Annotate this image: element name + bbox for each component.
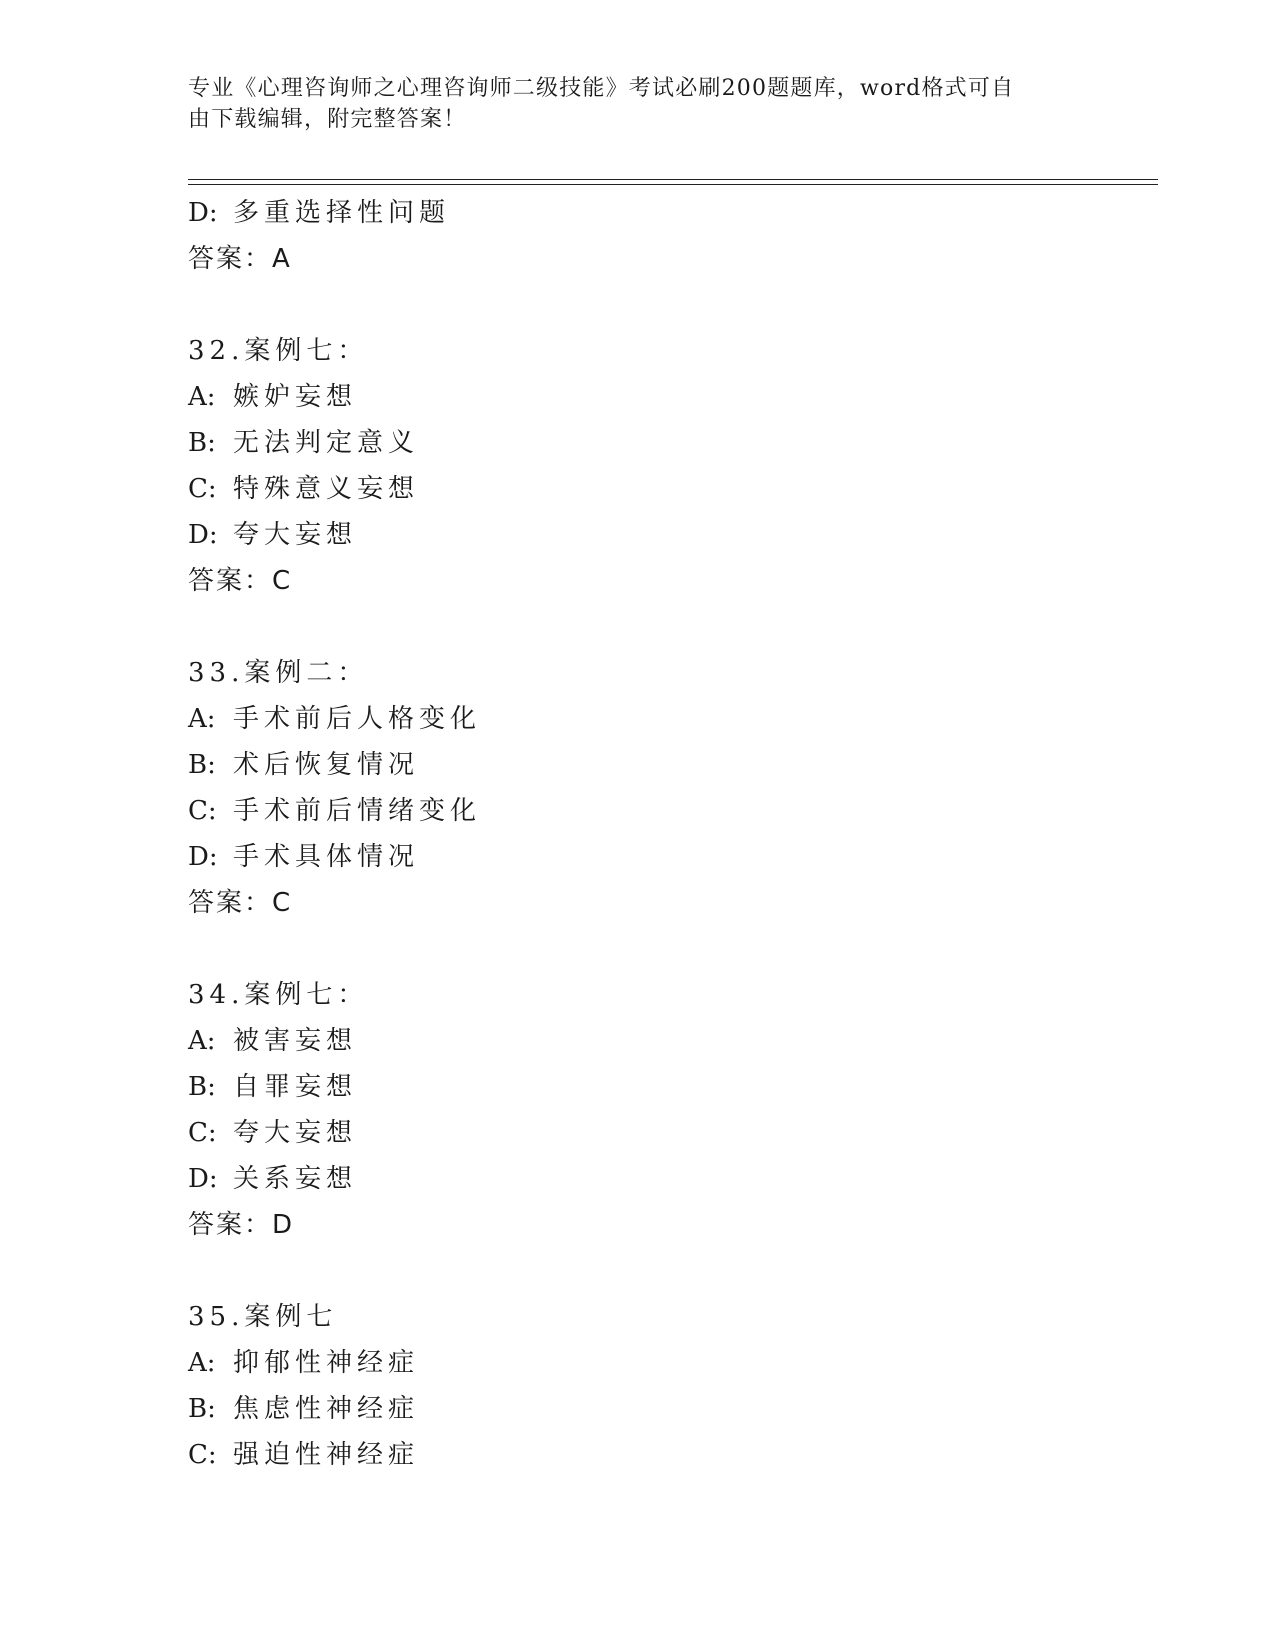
option-b	[188, 1386, 1148, 1432]
option-d	[188, 512, 1148, 558]
option-b	[188, 1064, 1148, 1110]
option-d	[188, 1156, 1148, 1202]
answer: 答案：D	[188, 1210, 295, 1240]
option-text: 夸大妄想	[233, 1118, 358, 1148]
option-b	[188, 742, 1148, 788]
option-letter: B:	[188, 1394, 216, 1424]
option-text: 特殊意义妄想	[233, 474, 420, 504]
option-letter: A:	[188, 1026, 216, 1056]
spacer	[188, 1248, 1148, 1294]
option-a	[188, 374, 1148, 420]
header-line-1: 专业《心理咨询师之心理咨询师二级技能》考试必刷200题题库，word格式可自	[188, 76, 1015, 101]
option-a	[188, 696, 1148, 742]
option-d	[188, 190, 1148, 236]
answer: 答案：C	[188, 566, 293, 596]
option-text: 抑郁性神经症	[233, 1348, 420, 1378]
answer: 答案：C	[188, 888, 293, 918]
option-text: 手术前后情绪变化	[233, 796, 482, 826]
option-letter: B:	[188, 750, 216, 780]
option-c	[188, 466, 1148, 512]
option-text: 手术前后人格变化	[233, 704, 482, 734]
option-letter: A:	[188, 382, 216, 412]
answer: 答案：A	[188, 244, 292, 274]
option-text: 自罪妄想	[233, 1072, 358, 1102]
option-letter: A:	[188, 1348, 216, 1378]
option-a	[188, 1018, 1148, 1064]
option-text: 强迫性神经症	[233, 1440, 420, 1470]
option-text: 无法判定意义	[233, 428, 420, 458]
option-a	[188, 1340, 1148, 1386]
option-text: 手术具体情况	[233, 842, 420, 872]
option-b	[188, 420, 1148, 466]
option-letter: D:	[188, 520, 218, 550]
option-letter: C:	[188, 474, 217, 504]
option-text: 焦虑性神经症	[233, 1394, 420, 1424]
option-letter: A:	[188, 704, 216, 734]
option-text: 被害妄想	[233, 1026, 358, 1056]
option-c	[188, 788, 1148, 834]
option-letter: B:	[188, 428, 216, 458]
option-d	[188, 834, 1148, 880]
header-divider-bottom	[188, 184, 1158, 185]
option-text: 关系妄想	[233, 1164, 358, 1194]
option-letter: C:	[188, 1118, 217, 1148]
header-divider-top	[188, 179, 1158, 180]
option-letter: C:	[188, 796, 217, 826]
spacer	[188, 926, 1148, 972]
question-list	[188, 190, 1148, 1478]
option-letter: D:	[188, 1164, 218, 1194]
document-header	[188, 73, 1068, 135]
option-text: 术后恢复情况	[233, 750, 420, 780]
option-c	[188, 1110, 1148, 1156]
option-text: 嫉妒妄想	[233, 382, 358, 412]
option-letter: D:	[188, 198, 218, 228]
option-letter: D:	[188, 842, 218, 872]
question-title: 32.案例七：	[188, 336, 369, 366]
spacer	[188, 604, 1148, 650]
option-text: 多重选择性问题	[233, 198, 451, 228]
question-title: 34.案例七：	[188, 980, 369, 1010]
spacer	[188, 282, 1148, 328]
question-title: 33.案例二：	[188, 658, 369, 688]
option-text: 夸大妄想	[233, 520, 358, 550]
option-c	[188, 1432, 1148, 1478]
question-title: 35.案例七	[188, 1302, 338, 1332]
header-line-2: 由下载编辑，附完整答案！	[188, 107, 467, 132]
option-letter: C:	[188, 1440, 217, 1470]
option-letter: B:	[188, 1072, 216, 1102]
